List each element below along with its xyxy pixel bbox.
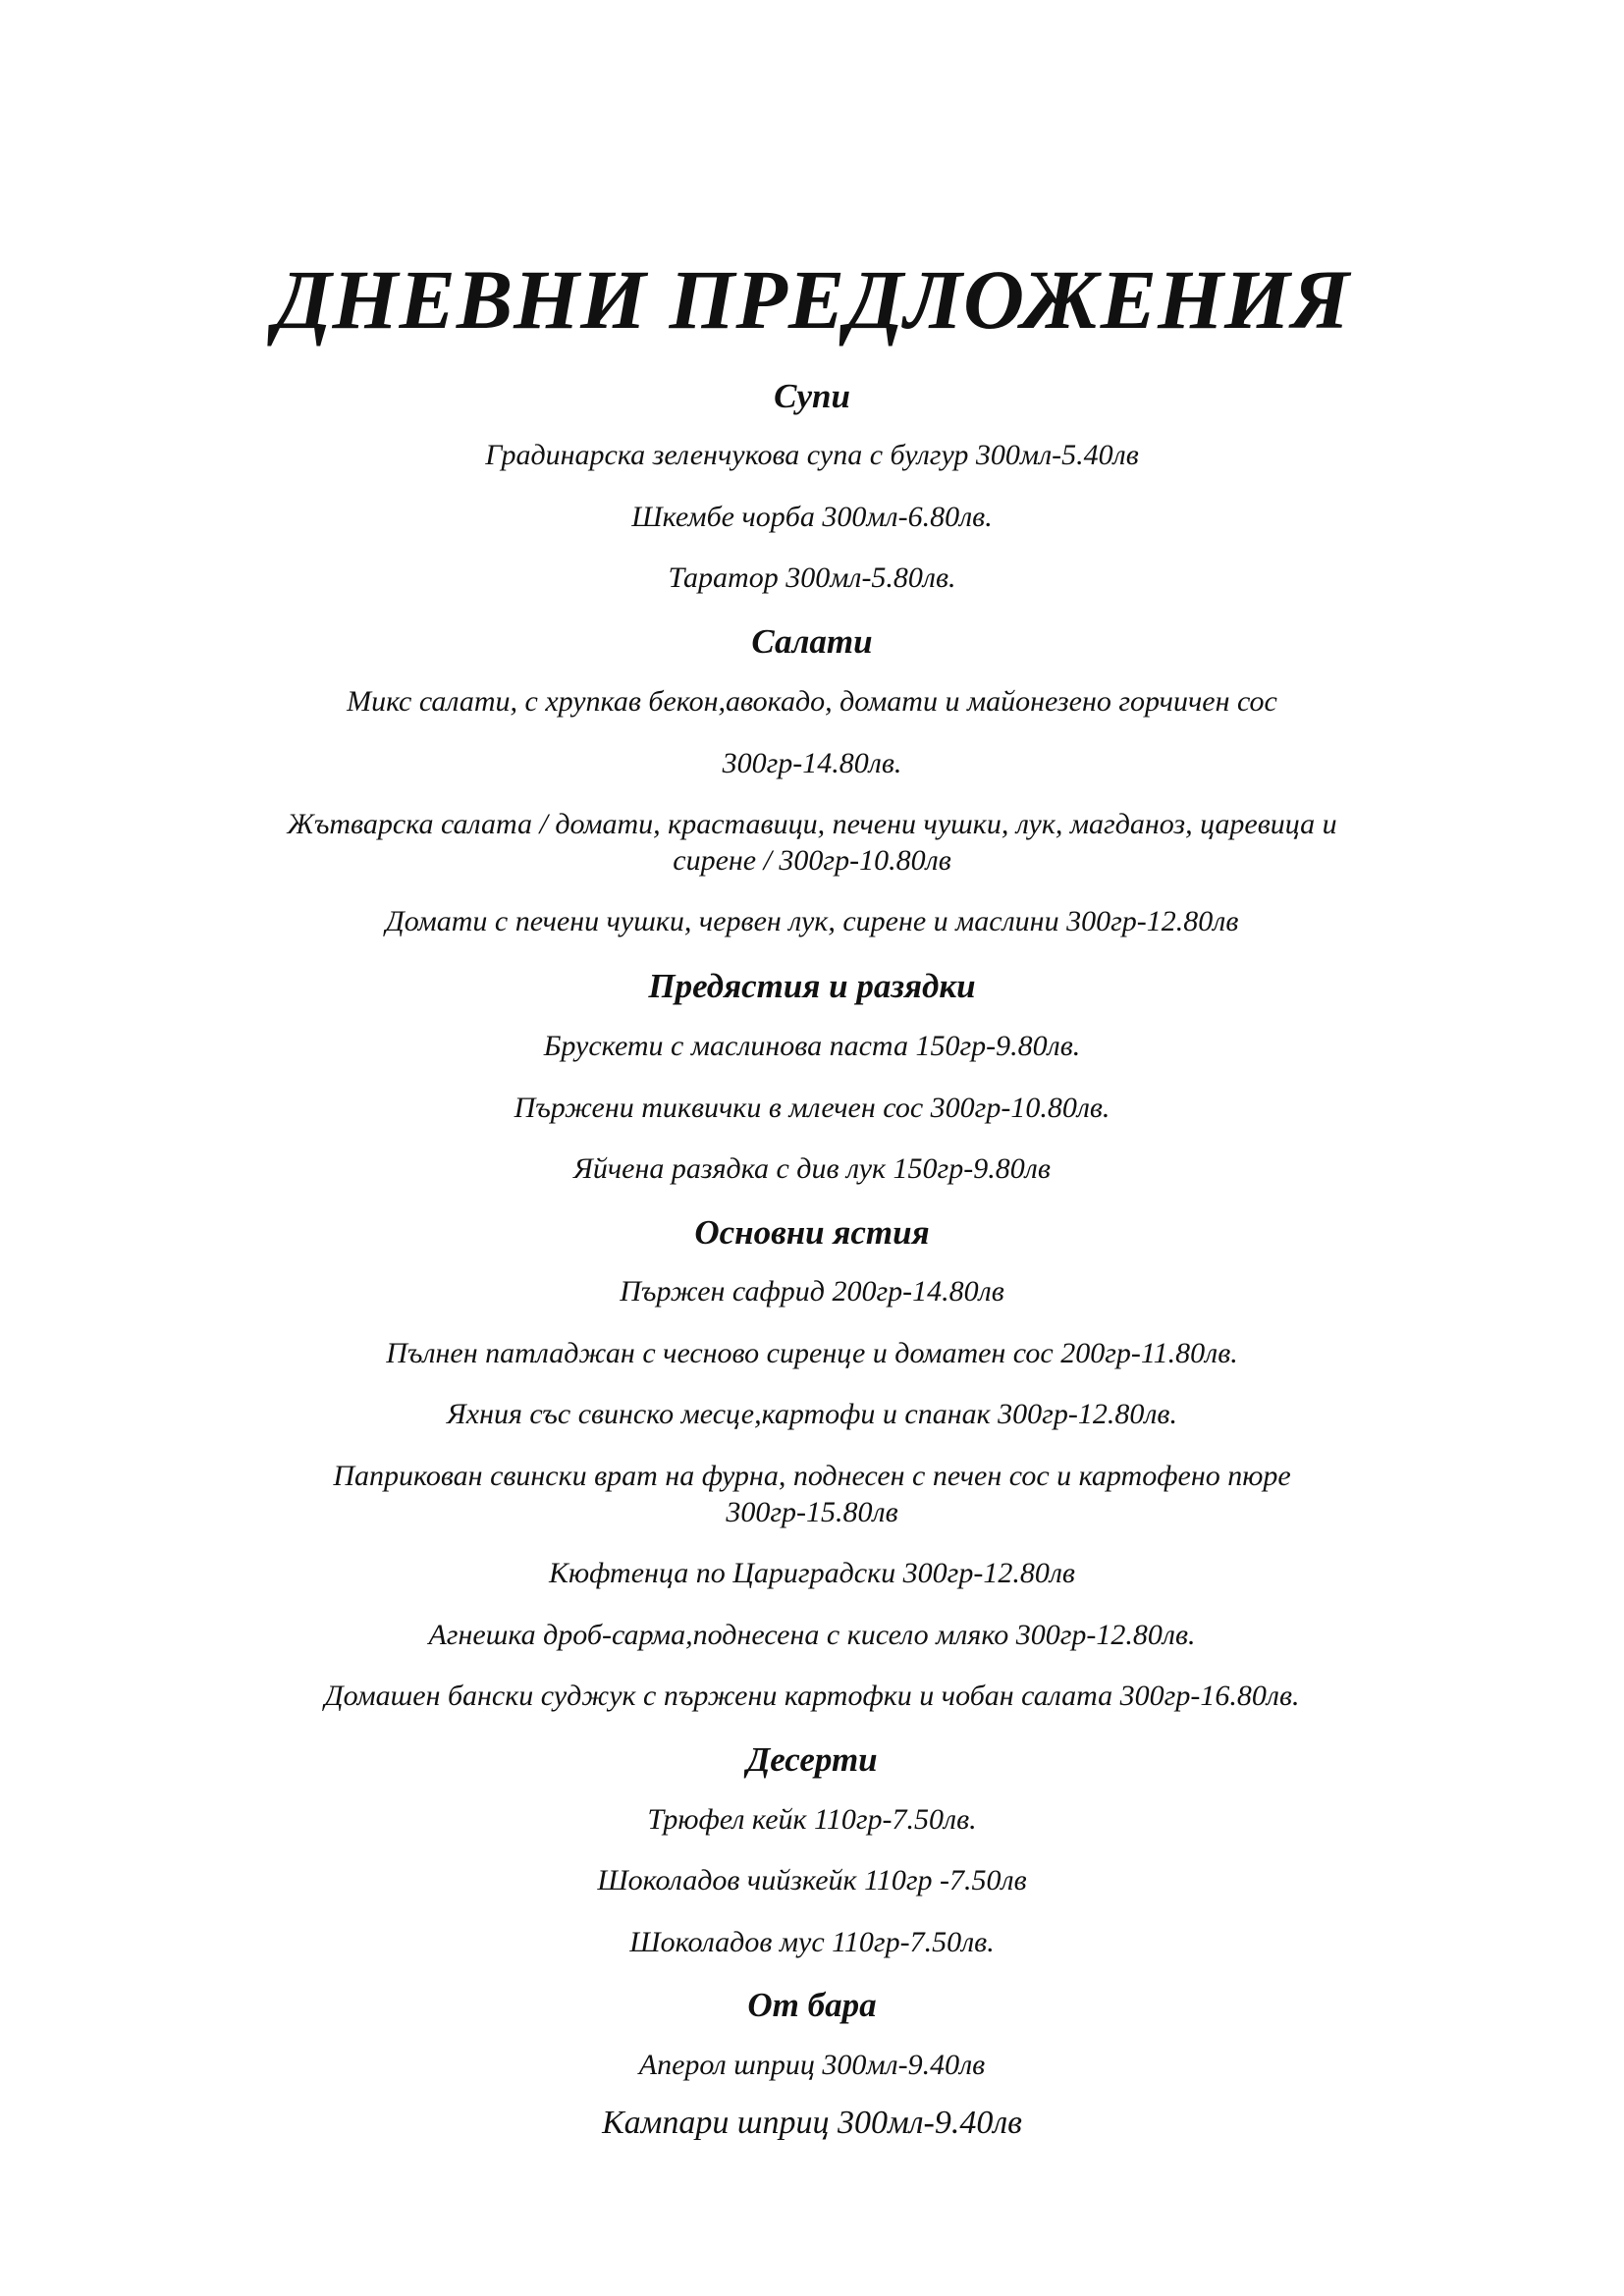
menu-item-soup-2: Шкембе чорба 300мл-6.80лв. [631, 501, 993, 533]
page-title: ДНЕВНИ ПРЕДЛОЖЕНИЯ [273, 252, 1351, 347]
menu-item-dessert-2: Шоколадов чийзкейк 110гр -7.50лв [597, 1864, 1027, 1896]
menu-item-bar-1: Аперол шприц 300мл-9.40лв [638, 2049, 986, 2081]
section-heading-salads: Салати [751, 622, 873, 661]
menu-item-bar-2: Кампари шприц 300мл-9.40лв [602, 2105, 1022, 2141]
menu-item-salad-1-price: 300гр-14.80лв. [722, 747, 902, 779]
menu-item-main-5: Кюфтенца по Цариградски 300гр-12.80лв [549, 1557, 1075, 1589]
section-heading-mains: Основни ястия [694, 1213, 930, 1252]
menu-item-starter-3: Яйчена разядка с див лук 150гр-9.80лв [573, 1152, 1051, 1185]
menu-item-dessert-3: Шоколадов мус 110гр-7.50лв. [629, 1926, 995, 1958]
menu-item-salad-3: Домати с печени чушки, червен лук, сирене и маслини 300гр-12.80лв [385, 905, 1239, 937]
menu-item-starter-1: Брускети с маслинова паста 150гр-9.80лв. [543, 1030, 1081, 1062]
menu-item-salad-2: Жътварска салата / домати, краставици, печени чушки, лук, магданоз, царевица и [287, 808, 1337, 840]
section-heading-bar: От бара [747, 1986, 877, 2024]
menu-item-main-6: Агнешка дроб-сарма,поднесена с кисело мляко 300гр-12.80лв. [428, 1619, 1196, 1651]
menu-item-dessert-1: Трюфел кейк 110гр-7.50лв. [647, 1803, 977, 1836]
menu-item-soup-3: Таратор 300мл-5.80лв. [668, 561, 956, 594]
menu-item-main-4: Паприкован свински врат на фурна, поднесен с печен сос и картофено пюре [333, 1460, 1291, 1492]
section-heading-desserts: Десерти [746, 1740, 878, 1779]
menu-item-soup-1: Градинарска зеленчукова супа с булгур 300мл-5.40лв [485, 439, 1139, 471]
menu-item-main-4-price: 300гр-15.80лв [726, 1496, 898, 1528]
menu-item-main-3: Яхния със свинско месце,картофи и спанак 300гр-12.80лв. [447, 1398, 1177, 1430]
section-heading-starters: Предястия и разядки [648, 967, 976, 1005]
menu-item-main-1: Пържен сафрид 200гр-14.80лв [620, 1275, 1004, 1308]
menu-item-starter-2: Пържени тиквички в млечен сос 300гр-10.80лв. [514, 1092, 1110, 1124]
menu-item-main-2: Пълнен патладжан с чесново сиренце и доматен сос 200гр-11.80лв. [386, 1337, 1238, 1369]
menu-item-main-7: Домашен бански суджук с пържени картофки и чобан салата 300гр-16.80лв. [324, 1680, 1300, 1712]
menu-item-salad-2-cont: сирене / 300гр-10.80лв [673, 844, 951, 877]
section-heading-soups: Супи [774, 377, 850, 415]
menu-item-salad-1: Микс салати, с хрупкав бекон,авокадо, домати и майонезено горчичен сос [347, 685, 1277, 718]
